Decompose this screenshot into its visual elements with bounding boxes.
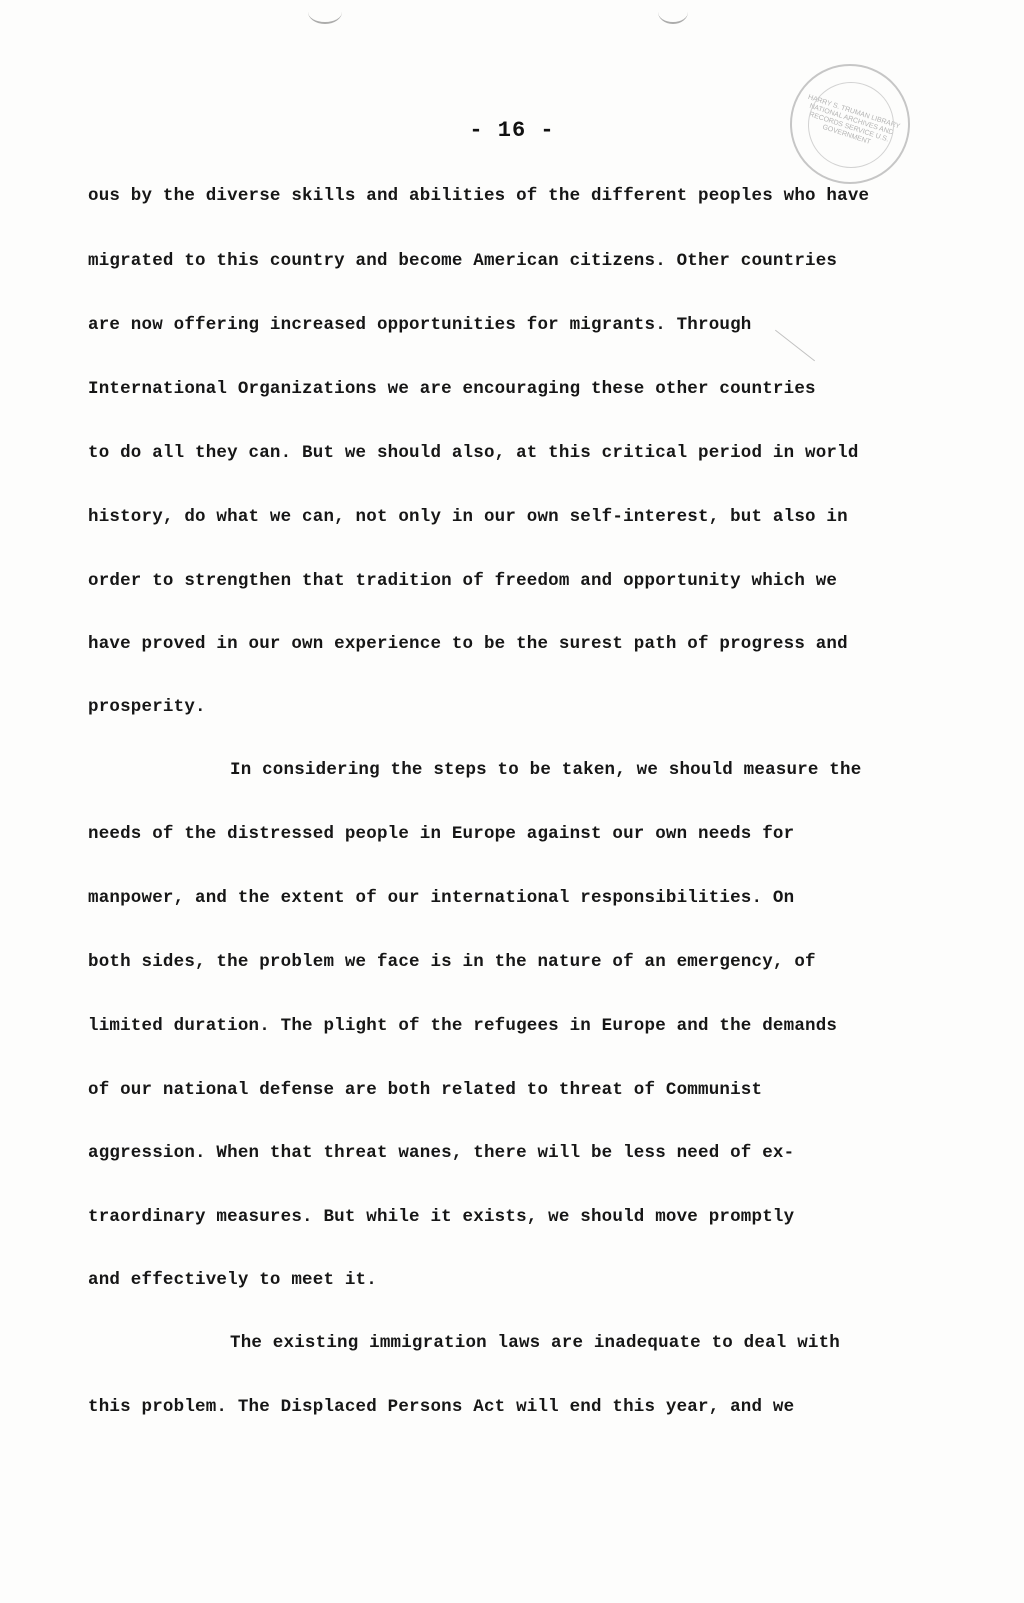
text-line: aggression. When that threat wanes, there will be less need of ex- [88,1143,795,1163]
text-line: manpower, and the extent of our international responsibilities. On [88,888,795,908]
text-line: The existing immigration laws are inadequate to deal with [230,1333,840,1353]
text-line: have proved in our own experience to be the surest path of progress and [88,634,848,654]
text-line: needs of the distressed people in Europe against our own needs for [88,824,795,844]
text-line: order to strengthen that tradition of freedom and opportunity which we [88,571,838,591]
text-line: In considering the steps to be taken, we should measure the [230,760,862,780]
punch-hole-mark [308,0,342,24]
text-line: of our national defense are both related to threat of Communist [88,1080,763,1100]
pencil-mark [775,330,815,362]
page-number: - 16 - [469,118,555,143]
text-line: and effectively to meet it. [88,1270,377,1290]
text-line: prosperity. [88,697,206,717]
text-line: history, do what we can, not only in our own self-interest, but also in [88,507,848,527]
text-line: ous by the diverse skills and abilities of the different peoples who have [88,186,870,206]
text-line: to do all they can. But we should also, at this critical period in world [88,443,859,463]
text-line: migrated to this country and become American citizens. Other countries [88,251,838,271]
text-line: International Organizations we are encouraging these other countries [88,379,816,399]
text-line: both sides, the problem we face is in the nature of an emergency, of [88,952,816,972]
punch-hole-mark [658,0,688,24]
text-line: are now offering increased opportunities for migrants. Through [88,315,752,335]
archive-stamp-text: HARRY S. TRUMAN LIBRARY NATIONAL ARCHIVES AND RECORDS SERVICE U.S. GOVERNMENT [806,93,901,147]
text-line: this problem. The Displaced Persons Act will end this year, and we [88,1397,795,1417]
text-line: limited duration. The plight of the refugees in Europe and the demands [88,1016,838,1036]
text-line: traordinary measures. But while it exists, we should move promptly [88,1207,795,1227]
